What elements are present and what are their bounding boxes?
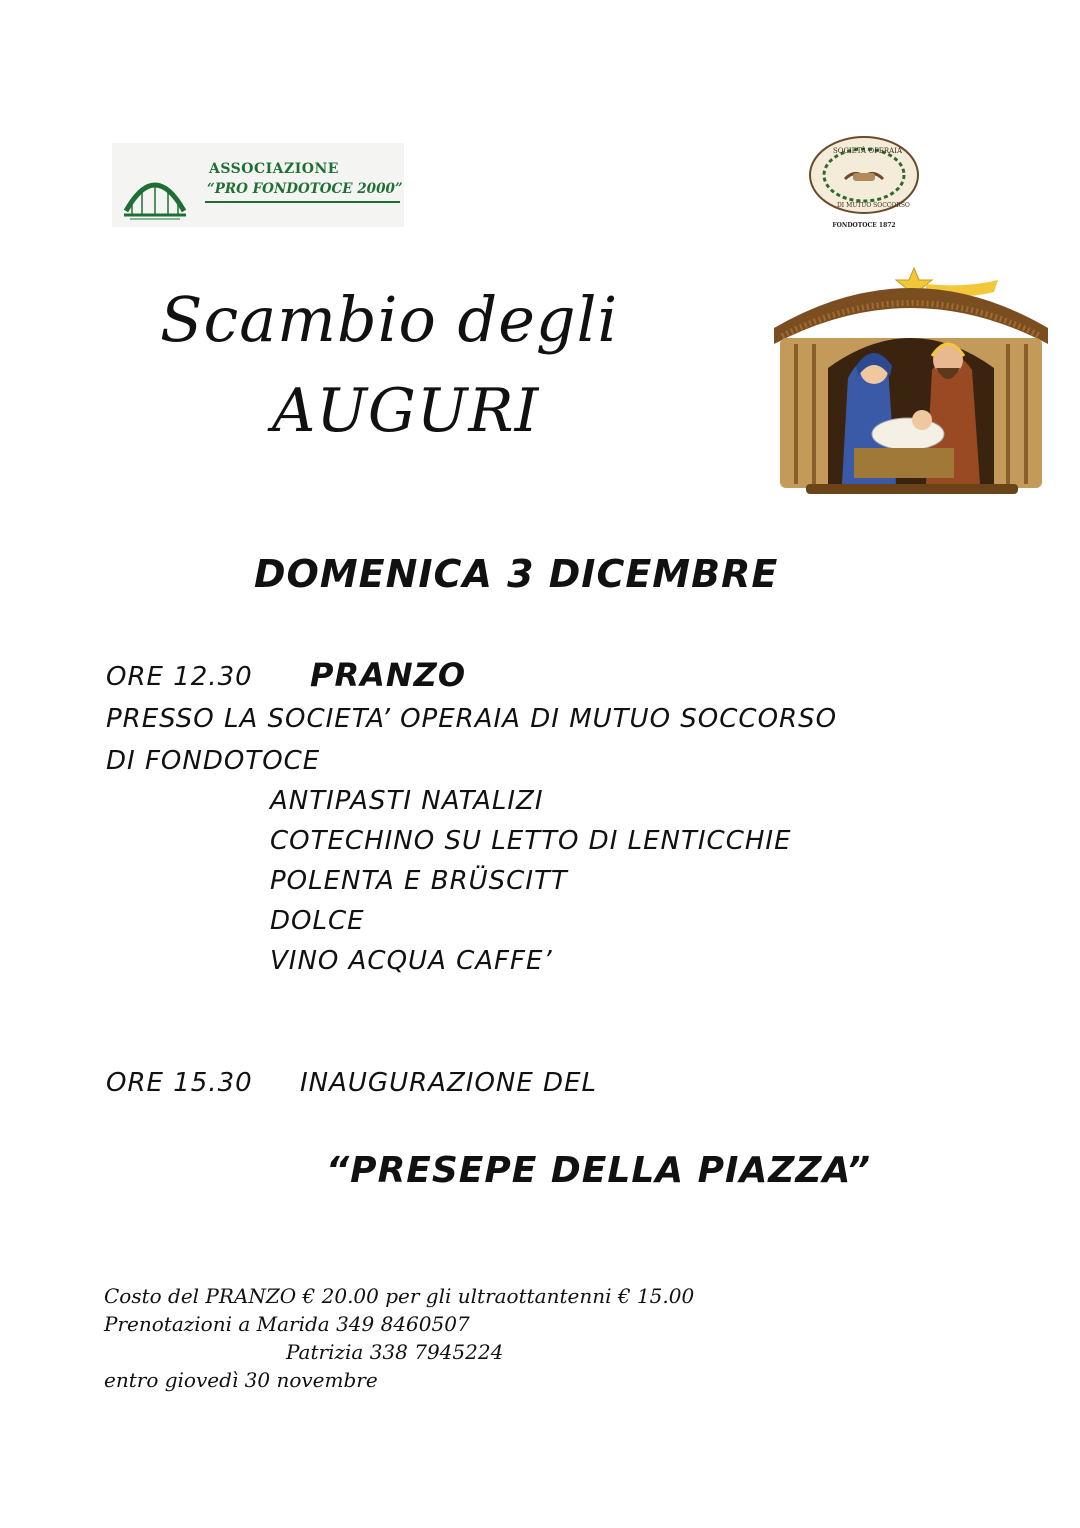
societa-operaia-logo (803, 135, 925, 235)
association-name: “PRO FONDOTOCE 2000” (207, 181, 403, 197)
inauguration-label: INAUGURAZIONE DEL (300, 1068, 597, 1098)
lunch-place-line-2: DI FONDOTOCE (106, 746, 321, 776)
association-label: ASSOCIAZIONE (209, 161, 339, 177)
lunch-label: PRANZO (310, 656, 467, 694)
logo-divider (205, 201, 400, 203)
booking-note-2: Patrizia 338 7945224 (286, 1340, 504, 1364)
cost-note: Costo del PRANZO € 20.00 per gli ultraottantenni € 15.00 (104, 1284, 695, 1308)
deadline-note: entro giovedì 30 novembre (104, 1368, 378, 1392)
menu-item: VINO ACQUA CAFFE’ (270, 946, 553, 976)
pro-fondotoce-logo (112, 143, 404, 227)
event-date: DOMENICA 3 DICEMBRE (254, 552, 779, 596)
menu-item: COTECHINO SU LETTO DI LENTICCHIE (270, 826, 792, 856)
svg-text:SOCIETÀ OPERAIA: SOCIETÀ OPERAIA (833, 147, 903, 155)
society-caption: FONDOTOCE 1872 (832, 222, 896, 229)
svg-text:DI MUTUO SOCCORSO: DI MUTUO SOCCORSO (837, 202, 910, 209)
society-seal-icon (803, 135, 925, 235)
menu-item: POLENTA E BRÜSCITT (270, 866, 568, 896)
menu-item: ANTIPASTI NATALIZI (270, 786, 544, 816)
booking-note-1: Prenotazioni a Marida 349 8460507 (104, 1312, 470, 1336)
presepe-name: “PRESEPE DELLA PIAZZA” (326, 1150, 872, 1191)
nativity-illustration (766, 258, 1056, 498)
lunch-time: ORE 12.30 (106, 662, 253, 692)
title-line-1: Scambio degli (160, 283, 619, 356)
lunch-place-line-1: PRESSO LA SOCIETA’ OPERAIA DI MUTUO SOCCORSO (106, 704, 838, 734)
menu-item: DOLCE (270, 906, 365, 936)
inauguration-time: ORE 15.30 (106, 1068, 253, 1098)
bridge-emblem-icon (120, 149, 190, 223)
title-line-2: AUGURI (272, 376, 540, 446)
